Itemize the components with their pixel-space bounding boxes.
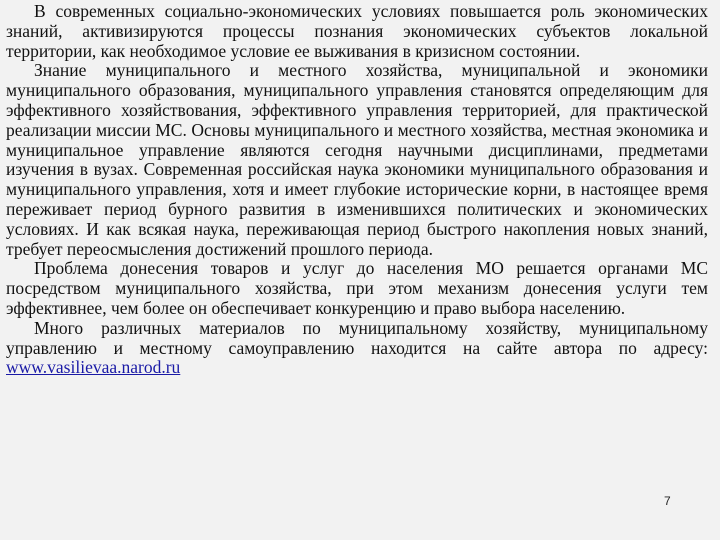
author-site-link[interactable]: www.vasilievaa.narod.ru — [6, 357, 181, 378]
paragraph-4 — [6, 319, 708, 378]
paragraph-2: Знание муниципального и местного хозяйства, муниципальной и экономики муниципального образования, муниципального управления становятся определяющим для эффективного хозяйствования, эффективного управления территорией, для практической реализации миссии МС. Основы муниципального и местного хозяйства, местная экономика и муниципальное управление являются сегодня научными дисциплинами, предметами изучения в вузах. Современная российская наука экономики муниципального образования и муниципального управления, хотя и имеет глубокие исторические корни, в настоящее время переживает период бурного развития в изменившихся политических и экономических условиях. И как всякая наука, переживающая период быстрого накопления новых знаний, требует переосмысления достижений прошлого периода. — [6, 60, 708, 259]
document-body — [6, 2, 708, 378]
paragraph-1: В современных социально-экономических условиях повышается роль экономических знаний, активизируются процессы познания экономических субъектов локальной территории, как необходимое условие ее выживания в кризисном состоянии. — [6, 1, 708, 61]
paragraph-3: Проблема донесения товаров и услуг до населения МО решается органами МС посредством муниципального хозяйства, при этом механизм донесения услуги тем эффективнее, чем более он обеспечивает конкуренцию и право выбора населению. — [6, 258, 708, 318]
paragraph-4-text: Много различных материалов по муниципальному хозяйству, муниципальному управлению и местному самоуправлению находится на сайте автора по адресу: — [6, 317, 708, 358]
page-number: 7 — [664, 494, 671, 508]
